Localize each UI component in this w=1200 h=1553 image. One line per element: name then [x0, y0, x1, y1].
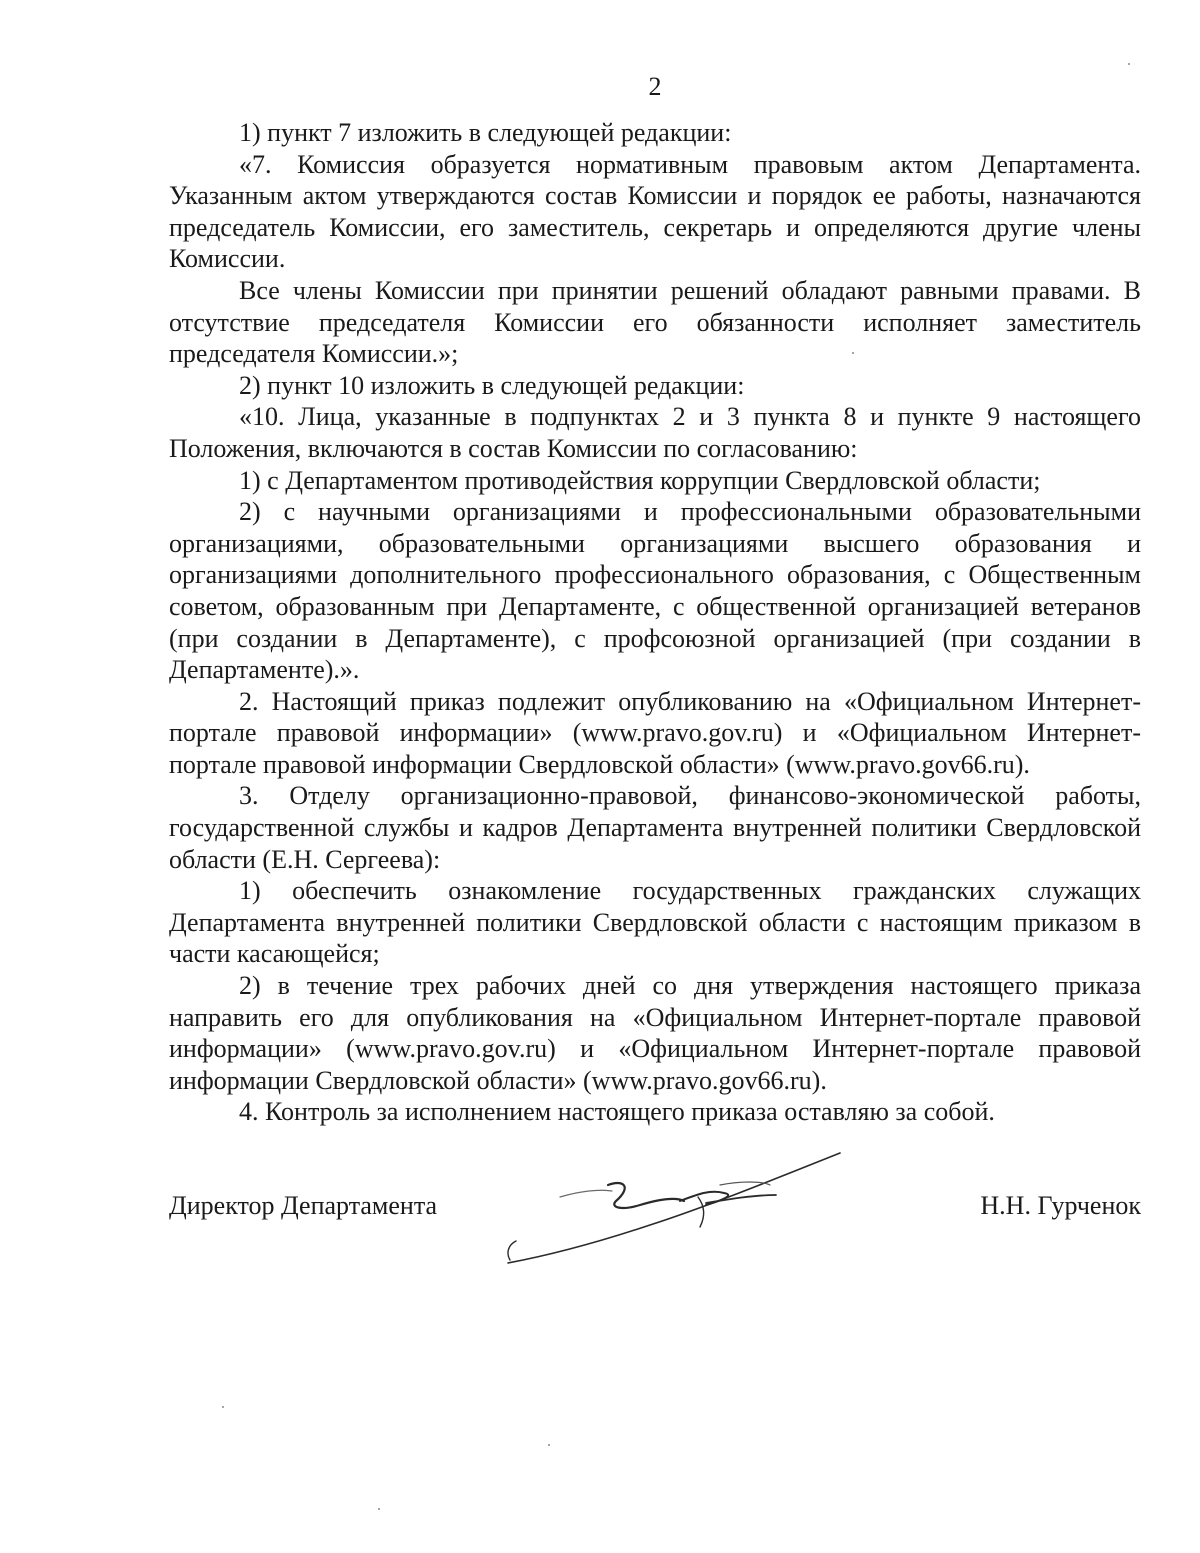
- paragraph-item-7-amendment: 1) пункт 7 изложить в следующей редакции:: [239, 118, 732, 147]
- scan-speck: [1128, 63, 1130, 65]
- paragraph-familiarization: 1) обеспечить ознакомление государственных гражданских служащих Департамента внутренней политики Свердловской области с настоящим приказом в части касающейся;: [169, 876, 1141, 969]
- scan-speck: [222, 1406, 224, 1408]
- scan-speck: [548, 1444, 550, 1446]
- paragraph-send-for-publication: 2) в течение трех рабочих дней со дня утверждения настоящего приказа направить его для опубликования на «Официальном Интернет-портале правовой информации» (www.pravo.gov.ru) и «Официальном Интернет-портале правовой информации Свердловской области» (www.pravo.gov66.ru).: [169, 971, 1141, 1095]
- signatory-role: Директор Департамента: [169, 1191, 438, 1220]
- paragraph-commission-formation: «7. Комиссия образуется нормативным правовым актом Департамента. Указанным актом утверждаются состав Комиссии и порядок ее работы, назначаются председатель Комиссии, его заместитель, секретарь и определяются другие члены Комиссии.: [169, 149, 1141, 274]
- paragraph-control: 4. Контроль за исполнением настоящего приказа оставляю за собой.: [239, 1097, 995, 1127]
- paragraph-department-instructions: 3. Отделу организационно-правовой, финансово-экономической работы, государственной службы и кадров Департамента внутренней политики Свердловской области (Е.Н. Сергеева):: [169, 781, 1141, 874]
- paragraph-commission-rights: Все члены Комиссии при принятии решений обладают равными правами. В отсутствие председателя Комиссии его обязанности исполняет заместитель председателя Комиссии.»;: [169, 275, 1141, 369]
- signatory-name: Н.Н. Гурченок: [980, 1191, 1141, 1220]
- page-number: 2: [648, 72, 662, 101]
- scan-speck: [378, 1508, 380, 1510]
- paragraph-anticorruption-department: 1) с Департаментом противодействия коррупции Свердловской области;: [239, 465, 1041, 495]
- paragraph-organizations: 2) с научными организациями и профессиональными образовательными организациями, образовательными организациями высшего образования и организациями дополнительного профессионального образования, с Общественным советом, образованным при Департаменте, с общественной организацией ветеранов (при создании в Департаменте), с профсоюзной организацией (при создании в Департаменте).».: [169, 497, 1141, 685]
- document-body: [169, 117, 1141, 1128]
- scan-speck: [852, 352, 854, 354]
- paragraph-item-10-amendment: 2) пункт 10 изложить в следующей редакции:: [239, 370, 745, 400]
- paragraph-publication: 2. Настоящий приказ подлежит опубликованию на «Официальном Интернет-портале правовой информации» (www.pravo.gov.ru) и «Официальном Интернет-портале правовой информации Свердловской области» (www.pravo.gov66.ru).: [169, 686, 1141, 779]
- signature-block: [169, 1186, 1141, 1226]
- paragraph-commission-persons: «10. Лица, указанные в подпунктах 2 и 3 пункта 8 и пункте 9 настоящего Положения, включаются в состав Комиссии по согласованию:: [169, 402, 1141, 463]
